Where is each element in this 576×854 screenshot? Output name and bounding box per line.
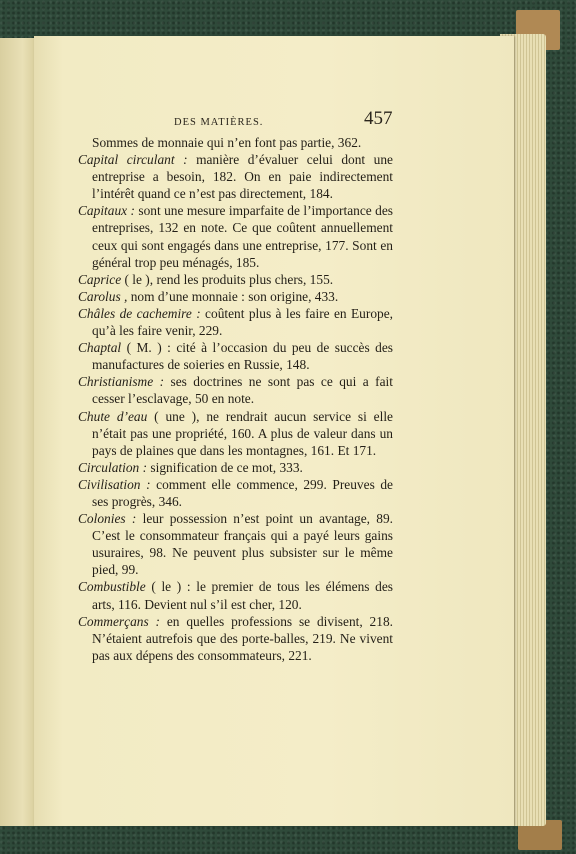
index-term: Commerçans : — [78, 613, 160, 629]
book-page — [34, 36, 514, 826]
index-entry — [78, 408, 393, 459]
index-entry — [78, 134, 393, 151]
index-text: signification de ce mot, 333. — [147, 459, 303, 475]
page-number: 457 — [364, 108, 393, 129]
index-entry — [78, 373, 393, 407]
index-text: sont une mesure imparfaite de l’importance des entreprises, 132 en note. Ce que coûtent annuellement ceux qui sont engagés dans une entreprise, 177. Sont en général trop peu ménagés, 185. — [92, 203, 394, 270]
index-body — [78, 134, 393, 664]
index-text: ( M. ) : cité à l’occasion du peu de succès des manufactures de soieries en Russie, 148. — [92, 340, 393, 373]
index-entry — [78, 613, 393, 664]
index-text: Sommes de monnaie qui n’en font pas partie, 362. — [92, 135, 362, 150]
index-term: Colonies : — [78, 511, 137, 527]
index-term: Chute d’eau — [78, 408, 148, 424]
index-entry — [78, 305, 393, 339]
index-term: Circulation : — [78, 459, 148, 475]
index-entry — [78, 578, 393, 612]
index-entry — [78, 288, 393, 305]
index-text: manière d’évaluer celui dont une entreprise a besoin, 182. On en paie indirectement l’intérêt quand ce n’est pas directement, 184. — [92, 152, 394, 202]
index-text: ses doctrines ne sont pas ce qui a fait cesser l’esclavage, 50 en note. — [92, 374, 393, 407]
index-entry — [78, 271, 393, 288]
index-entry — [78, 151, 393, 202]
index-term: Capitaux : — [78, 203, 135, 219]
index-term: Civilisation : — [78, 476, 151, 492]
index-text: comment elle commence, 299. Preuves de ses progrès, 346. — [92, 476, 393, 509]
index-term: Caprice — [78, 271, 122, 287]
index-entry — [78, 202, 393, 270]
running-head: DES MATIÈRES. — [174, 117, 264, 128]
left-page-edge — [0, 38, 38, 826]
index-text: coûtent plus à les faire en Europe, qu’à les faire venir, 229. — [92, 305, 394, 339]
index-entry — [78, 510, 393, 578]
page-header — [34, 36, 514, 136]
index-term: Châles de cachemire : — [78, 305, 201, 321]
index-text: nom d’une monnaie : son origine, 433. — [127, 288, 339, 304]
index-term: Combustible — [78, 579, 146, 595]
index-entry — [78, 339, 393, 373]
index-entry — [78, 459, 393, 476]
index-term: Capital circulant : — [78, 152, 188, 168]
index-term: Christianisme : — [78, 374, 165, 390]
index-text: ( le ), rend les produits plus chers, 155. — [121, 271, 334, 287]
index-text: leur possession n’est point un avantage, 89. C’est le consommateur français qui a payé leurs gains usuraires, 98. Ne peuvent plus subsister sur le même pied, 99. — [92, 511, 394, 578]
index-entry — [78, 476, 393, 510]
index-term: Carolus , — [78, 288, 128, 304]
index-text: ( une ), ne rendrait aucun service si elle n’était pas une propriété, 160. A plus de valeur dans un pays de plaines que dans les montagnes, 161. Et 171. — [92, 408, 393, 458]
index-term: Chaptal — [78, 340, 122, 356]
index-text: ( le ) : le premier de tous les élémens des arts, 116. Devient nul s’il est cher, 120. — [92, 579, 393, 612]
index-text: en quelles professions se divisent, 218. N’étaient autrefois que des porte-balles, 219. Ne vivent pas aux dépens des consommateurs, 221. — [92, 613, 393, 663]
